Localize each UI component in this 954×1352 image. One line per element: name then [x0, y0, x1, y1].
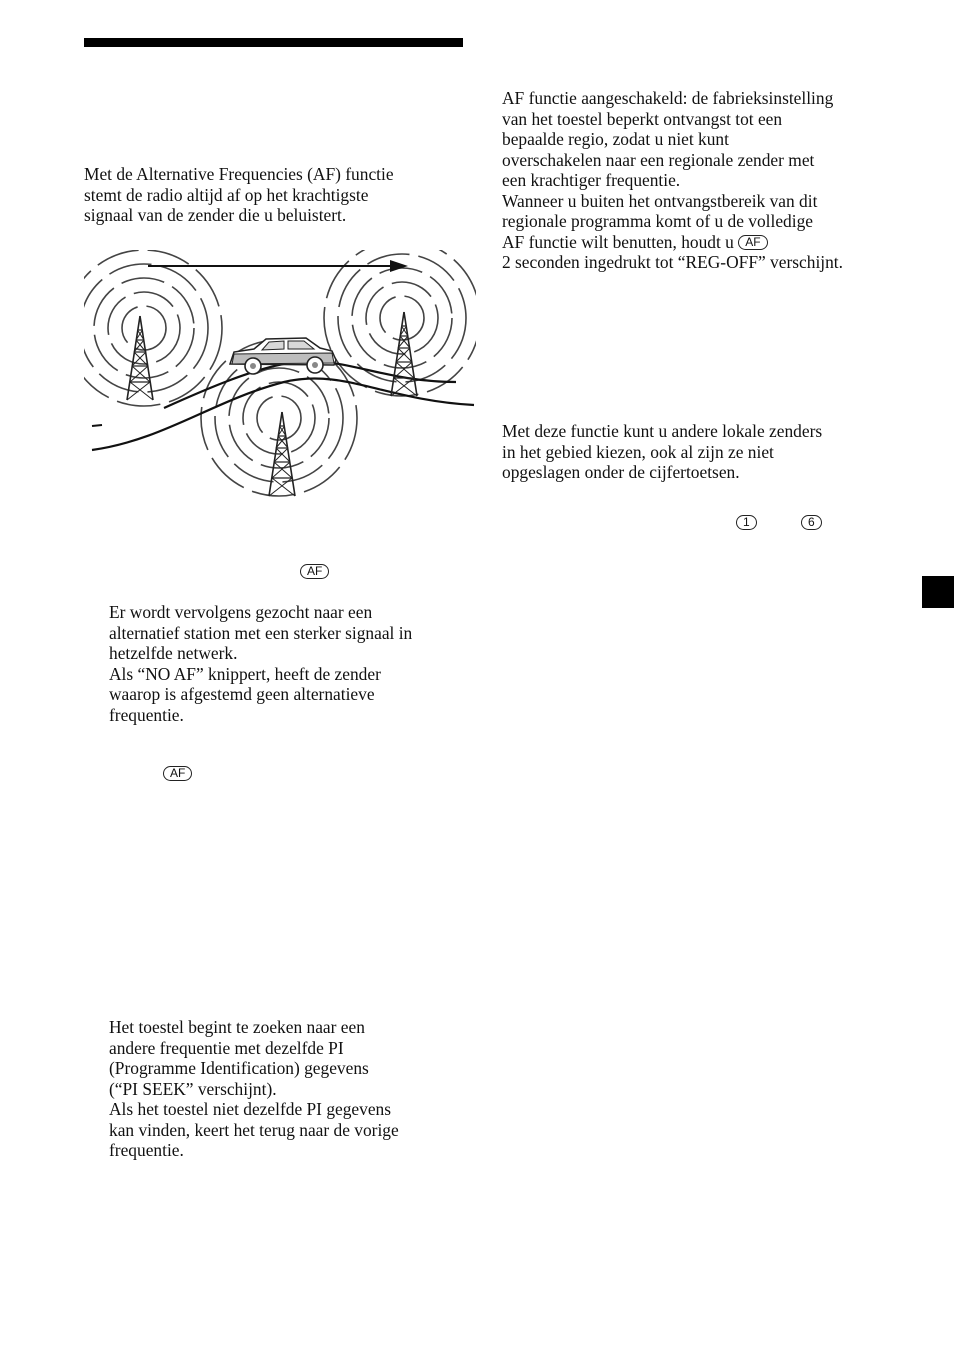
radio-tower-icon	[127, 316, 153, 400]
af-button-label: AF	[738, 235, 767, 250]
local-stations-paragraph: Met deze functie kunt u andere lokale zenders in het gebied kiezen, ook al zijn ze niet opgeslagen onder de cijfertoetsen.	[502, 421, 823, 482]
preset-button-1-label: 1	[736, 515, 757, 530]
af-reception-diagram	[84, 250, 476, 502]
af-button-label: AF	[300, 564, 329, 579]
signal-waves-left	[84, 250, 222, 406]
intro-paragraph: Met de Alternative Frequencies (AF) functie stemt de radio altijd af op het krachtigste signaal van de zender die u beluistert.	[84, 164, 394, 225]
language-tab-marker	[922, 576, 954, 608]
af-region-note: AF functie aangeschakeld: de fabrieksinstelling van het toestel beperkt ontvangst tot een bepaalde regio, zodat u niet kunt overschakelen naar een regionale zender met een krachtiger frequentie. Wanneer u buiten het ontvangstbereik van dit regionale programma komt of u de volledige AF functie wilt benutten, houdt u AF 2 seconden ingedrukt tot “REG-OFF” verschijnt.	[502, 88, 843, 272]
af-button-label: AF	[163, 766, 192, 781]
direction-arrow	[148, 260, 408, 272]
preset-button-6-label: 6	[801, 515, 822, 530]
section-rule	[84, 38, 463, 47]
step2-result-paragraph: Het toestel begint te zoeken naar een andere frequentie met dezelfde PI (Programme Identification) gegevens (“PI SEEK” verschijnt). Als het toestel niet dezelfde PI gegevens kan vinden, keert het terug naar de vorige frequentie.	[109, 1017, 399, 1160]
signal-waves-right	[324, 250, 476, 396]
step1-result-paragraph: Er wordt vervolgens gezocht naar een alternatief station met een sterker signaal in hetzelfde netwerk. Als “NO AF” knippert, heeft de zender waarop is afgestemd geen alternatieve frequentie.	[109, 602, 413, 725]
